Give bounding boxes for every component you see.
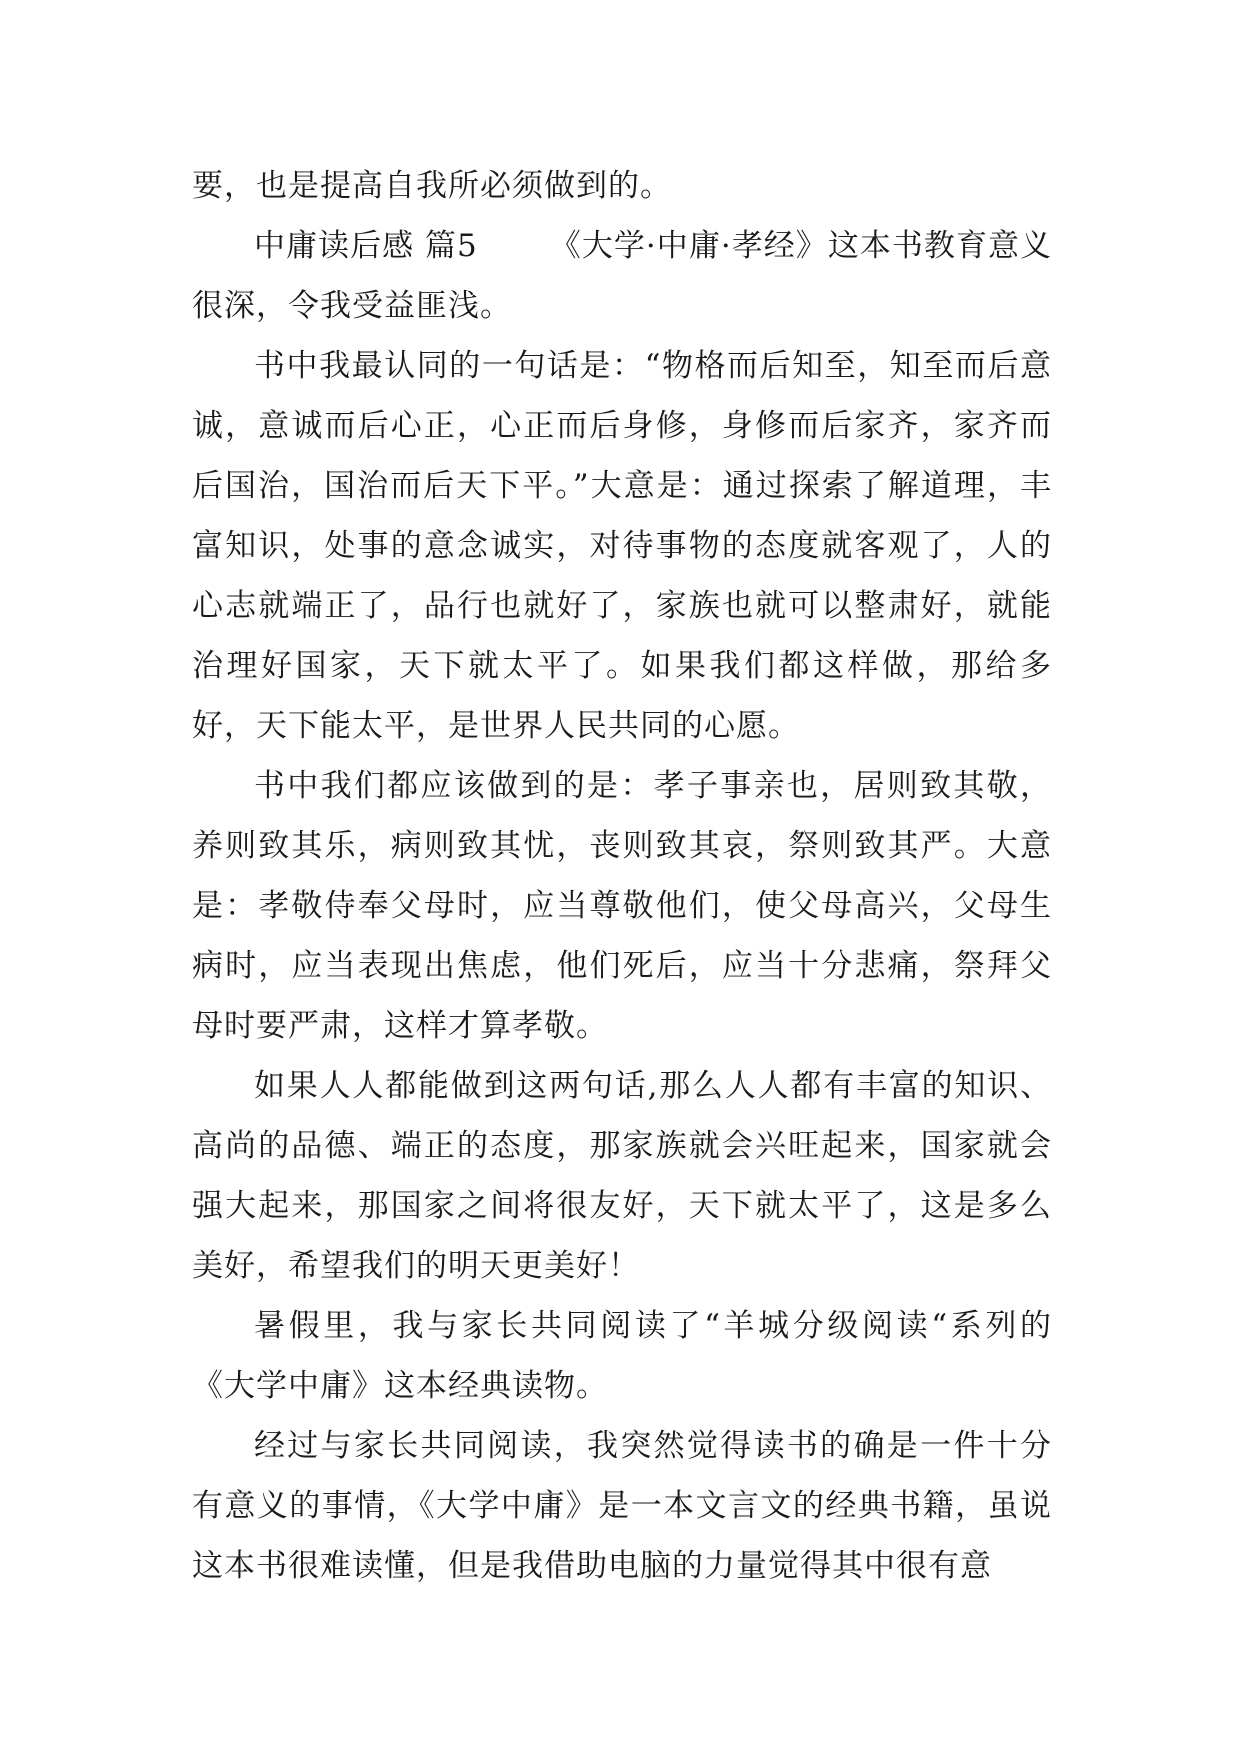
- paragraph-section-heading: [192, 216, 1052, 336]
- document-body: [192, 156, 1052, 1596]
- section-intro-text: 《大学·中庸·孝经》这本书教育意义很深，令我受益匪浅。: [192, 228, 1053, 324]
- paragraph-quote-1: 书中我最认同的一句话是：“物格而后知至，知至而后意诚，意诚而后心正，心正而后身修，身修而后家齐，家齐而后国治，国治而后天下平。”大意是：通过探索了解道理，丰富知识，处事的意念诚实，对待事物的态度就客观了，人的心志就端正了，品行也就好了，家族也就可以整肃好，就能治理好国家，天下就太平了。如果我们都这样做，那给多好，天下能太平，是世界人民共同的心愿。: [192, 348, 1052, 744]
- paragraph-quote-2: 书中我们都应该做到的是：孝子事亲也，居则致其敬，养则致其乐，病则致其忧，丧则致其哀，祭则致其严。大意是：孝敬侍奉父母时，应当尊敬他们，使父母高兴，父母生病时，应当表现出焦虑，他们死后，应当十分悲痛，祭拜父母时要严肃，这样才算孝敬。: [192, 768, 1052, 1044]
- paragraph-conclusion: 如果人人都能做到这两句话,那么人人都有丰富的知识、高尚的品德、端正的态度，那家族就会兴旺起来，国家就会强大起来，那国家之间将很友好，天下就太平了，这是多么美好，希望我们的明天更美好！: [192, 1068, 1052, 1284]
- section-heading: 中庸读后感 篇5: [254, 228, 478, 264]
- paragraph-reading-experience: 经过与家长共同阅读，我突然觉得读书的确是一件十分有意义的事情，《大学中庸》是一本文言文的经典书籍，虽说这本书很难读懂，但是我借助电脑的力量觉得其中很有意: [192, 1428, 1052, 1584]
- paragraph-continuation: 要，也是提高自我所必须做到的。: [192, 168, 672, 204]
- paragraph-summer-reading: 暑假里，我与家长共同阅读了“羊城分级阅读“系列的《大学中庸》这本经典读物。: [192, 1308, 1052, 1404]
